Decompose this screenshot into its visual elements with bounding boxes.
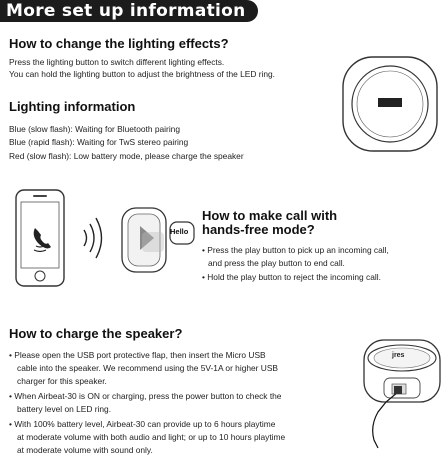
info-text-1: Blue (slow flash): Waiting for Bluetooth pairing	[9, 124, 180, 134]
info-heading: Lighting information	[9, 99, 136, 114]
lighting-heading: How to change the lighting effects?	[9, 36, 229, 51]
call-bullet-2: • Hold the play button to reject the incoming call.	[202, 272, 381, 282]
call-heading-line-2: hands-free mode?	[202, 222, 315, 237]
speaker-side-view	[118, 200, 198, 282]
lighting-text-2: You can hold the lighting button to adjust the brightness of the LED ring.	[9, 69, 276, 79]
call-bullet-1b: and press the play button to end call.	[208, 258, 345, 268]
section-banner: More set up information	[0, 0, 258, 22]
lighting-text-1: Press the lighting button to switch different lighting effects.	[9, 57, 225, 67]
info-text-3: Red (slow flash): Low battery mode, please charge the speaker	[9, 151, 244, 161]
call-bullet-1a: • Press the play button to pick up an incoming call,	[202, 245, 389, 255]
charge-line-8: at moderate volume with sound only.	[17, 445, 153, 455]
charge-line-4: • When Airbeat-30 is ON or charging, press the power button to check the	[9, 391, 282, 401]
phone-illustration	[14, 188, 118, 292]
charge-heading: How to charge the speaker?	[9, 326, 183, 341]
charge-line-1: • Please open the USB port protective flap, then insert the Micro USB	[9, 350, 266, 360]
charge-line-6: • With 100% battery level, Airbeat-30 can provide up to 6 hours playtime	[9, 419, 276, 429]
hello-bubble: Hello	[170, 227, 189, 236]
charge-line-7: at moderate volume with both audio and light; or up to 10 hours playtime	[17, 432, 286, 442]
charge-line-3: charger for this speaker.	[17, 376, 107, 386]
info-text-2: Blue (rapid flash): Waiting for TwS stereo pairing	[9, 137, 189, 147]
call-heading-line-1: How to make call with	[202, 208, 338, 223]
speaker-logo: jres	[392, 352, 405, 359]
speaker-top-view	[340, 54, 440, 154]
charge-line-5: battery level on LED ring.	[17, 404, 112, 414]
charge-line-2: cable into the speaker. We recommend using the 5V-1A or higher USB	[17, 363, 279, 373]
